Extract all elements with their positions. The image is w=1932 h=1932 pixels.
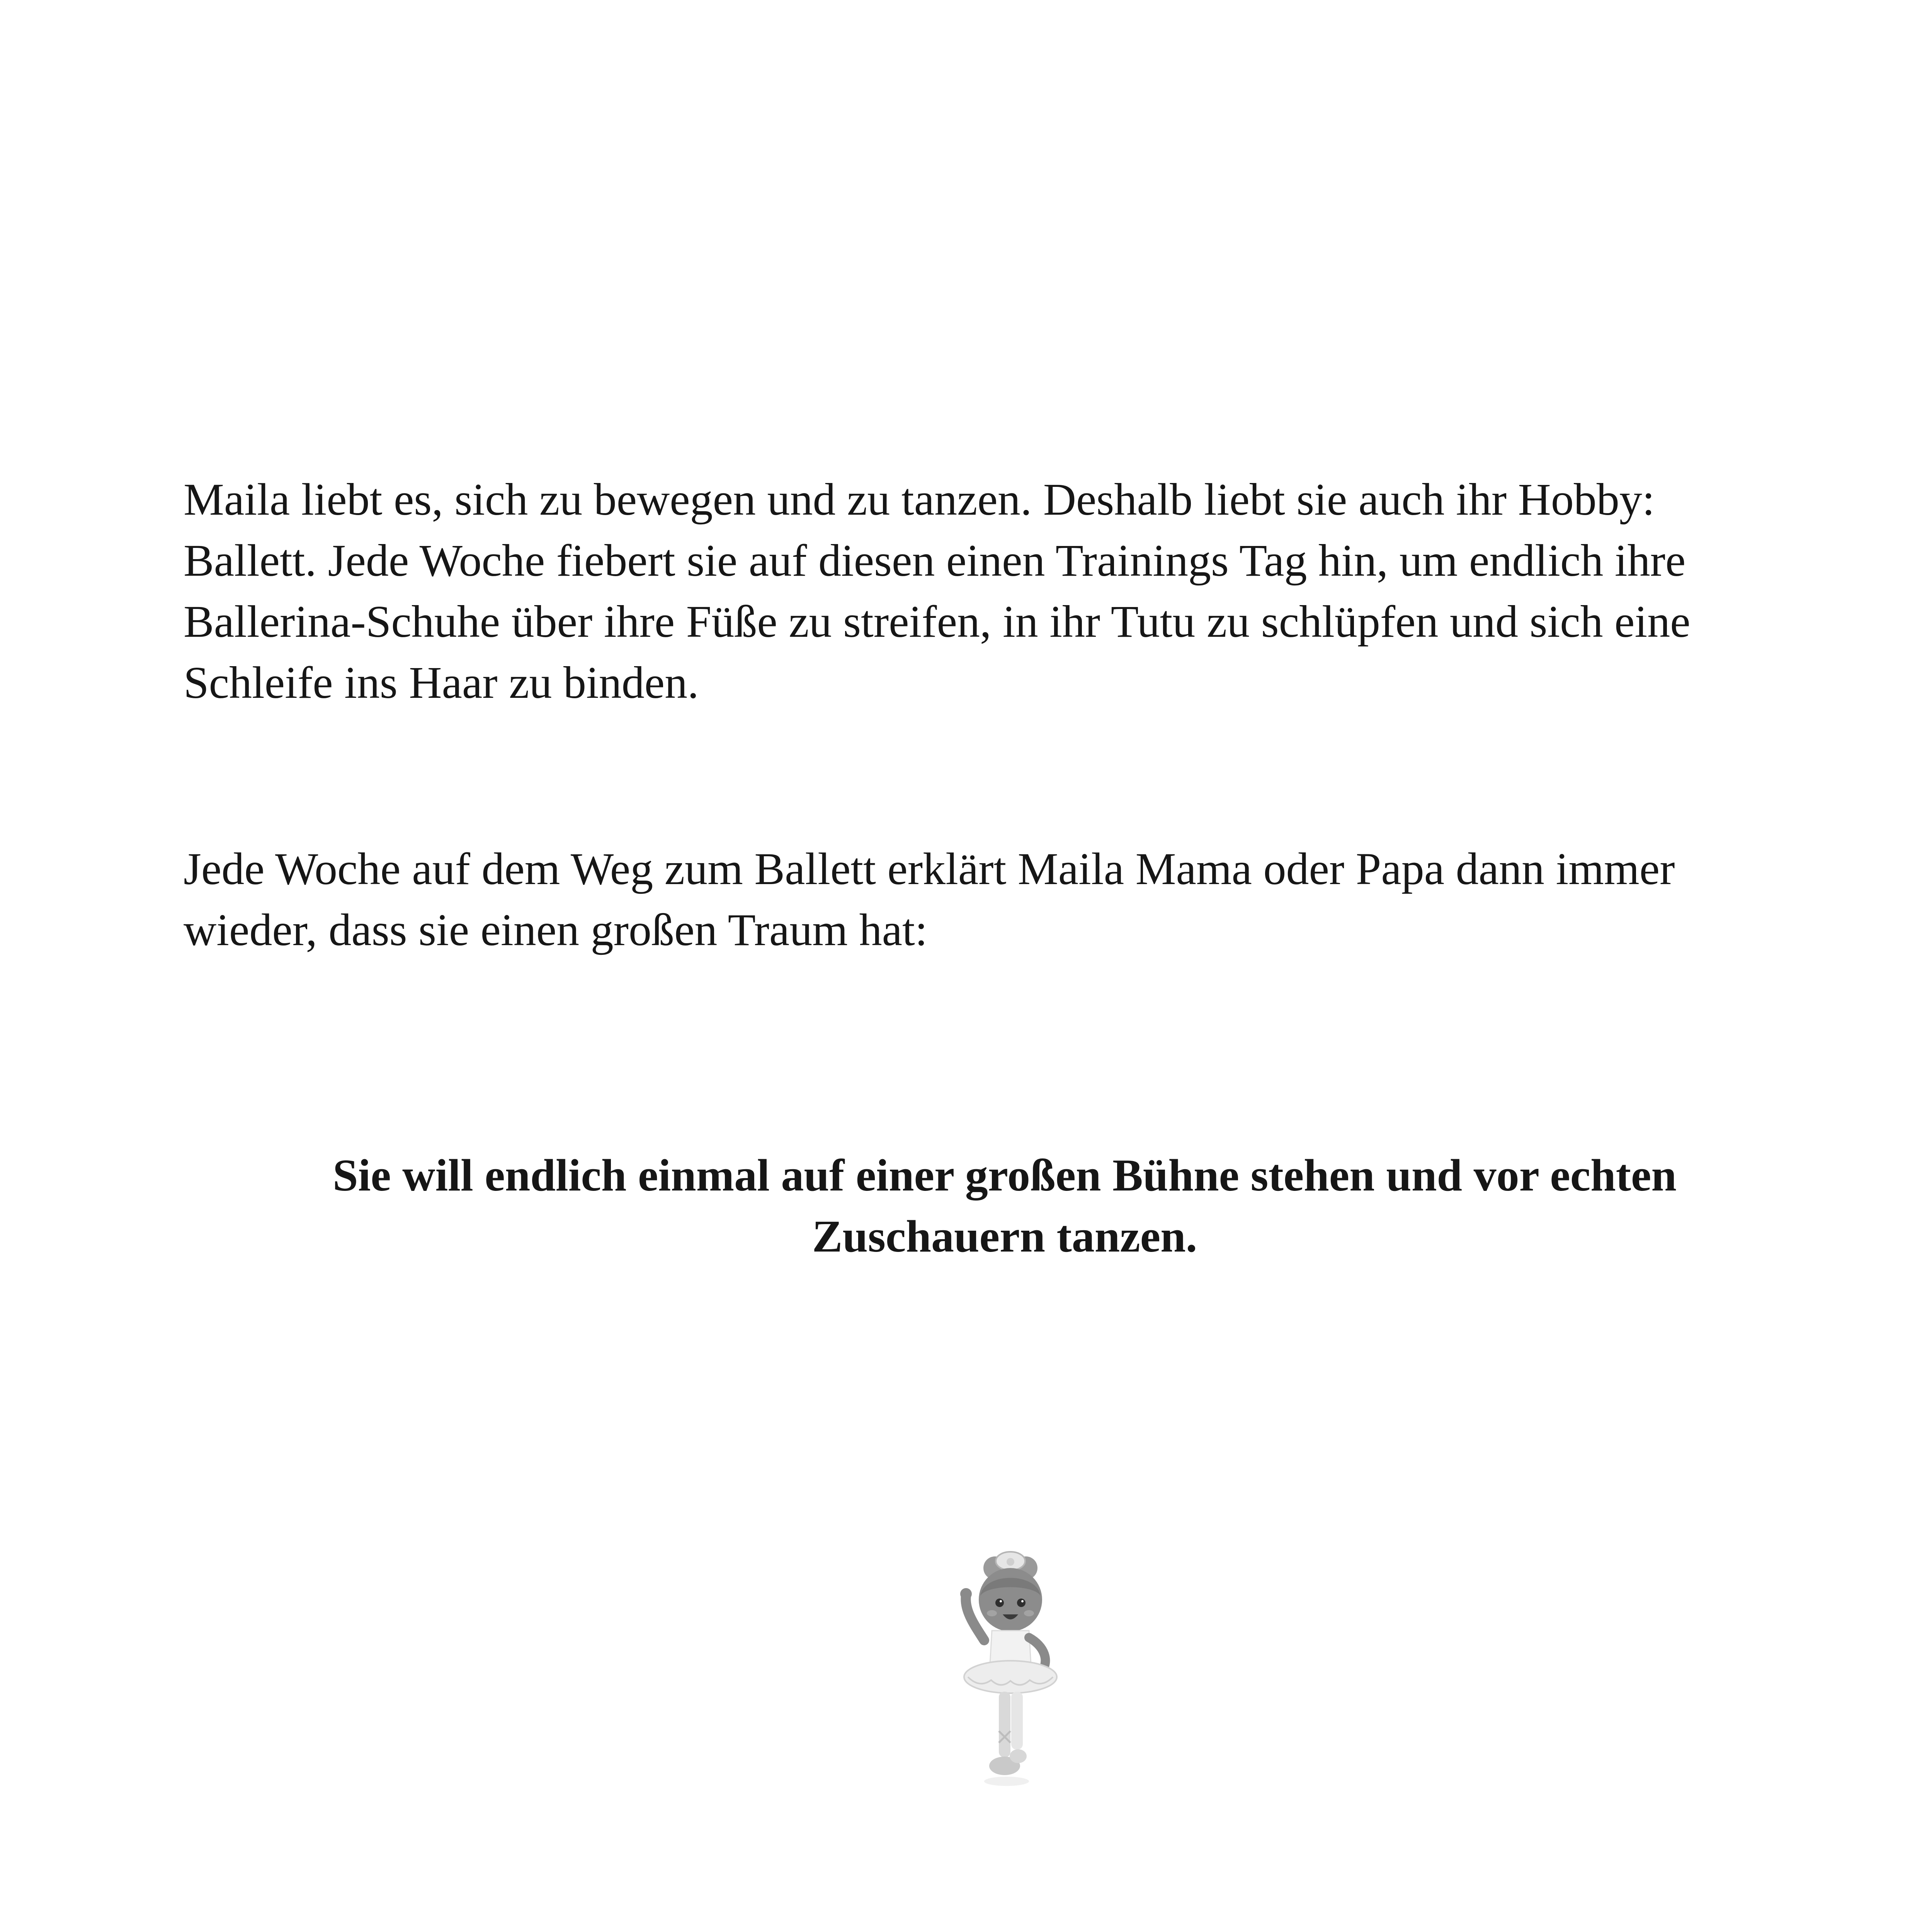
story-paragraph-2 — [184, 838, 1845, 961]
paragraph-line: Schleife ins Haar zu binden. — [184, 657, 699, 708]
paragraph-line: wieder, dass sie einen großen Traum hat: — [184, 905, 928, 955]
paragraph-line: Ballett. Jede Woche fiebert sie auf diesen einen Trainings Tag hin, um endlich ihre — [184, 535, 1686, 586]
highlight-statement — [0, 1145, 1932, 1267]
highlight-line: Zuschauern tanzen. — [812, 1211, 1197, 1262]
ballerina-girl-icon — [949, 1549, 1072, 1797]
story-paragraph-1 — [184, 469, 1845, 713]
paragraph-line: Maila liebt es, sich zu bewegen und zu tanzen. Deshalb liebt sie auch ihr Hobby: — [184, 474, 1655, 525]
paragraph-line: Jede Woche auf dem Weg zum Ballett erklärt Maila Mama oder Papa dann immer — [184, 844, 1675, 894]
paragraph-line: Ballerina-Schuhe über ihre Füße zu streifen, in ihr Tutu zu schlüpfen und sich eine — [184, 596, 1690, 647]
highlight-line: Sie will endlich einmal auf einer großen Bühne stehen und vor echten — [332, 1150, 1677, 1201]
